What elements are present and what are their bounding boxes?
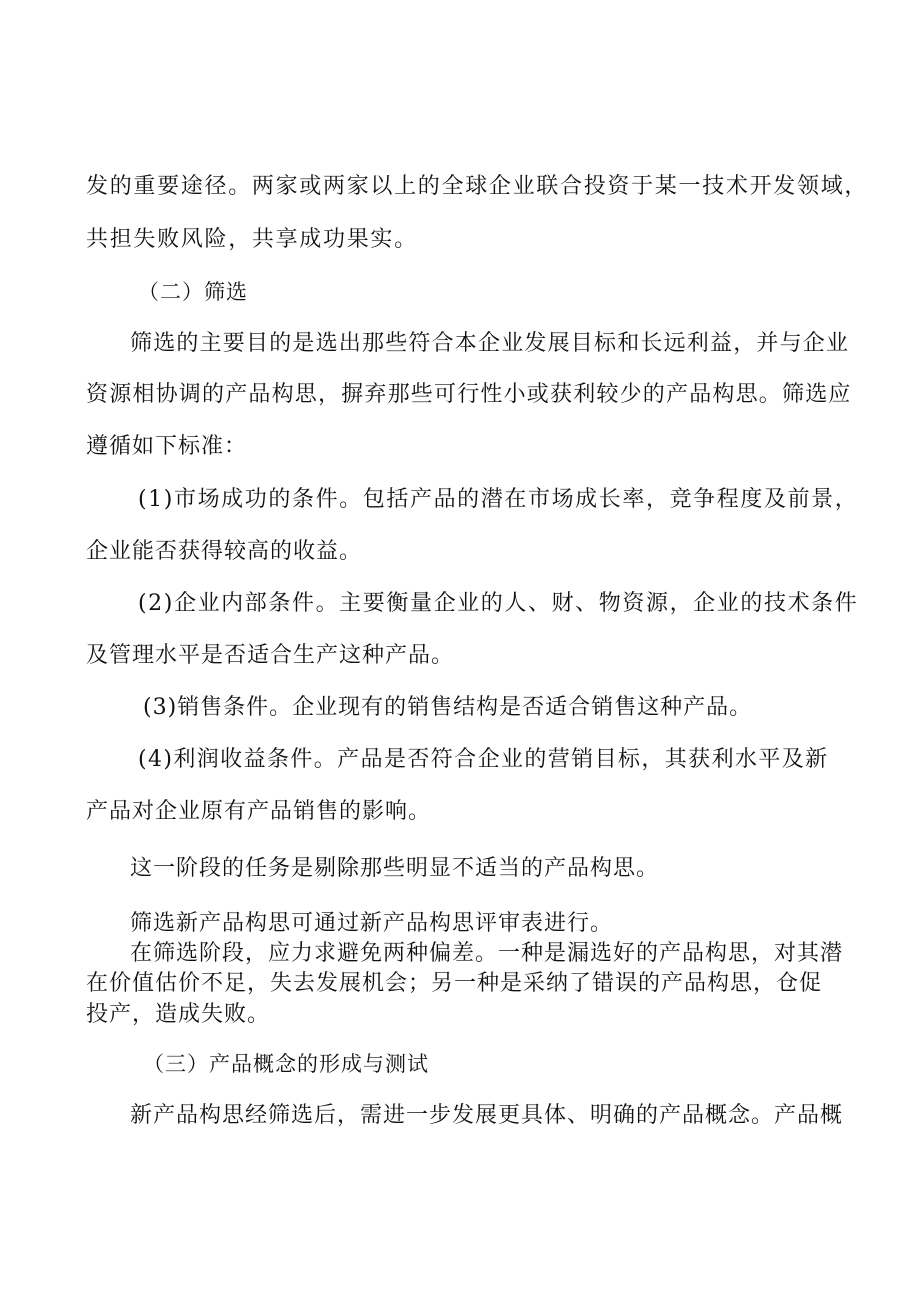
- criteria-line: 及管理水平是否适合生产这种产品。: [86, 643, 455, 668]
- paragraph-line: 发的重要途径。两家或两家以上的全球企业联合投资于某一技术开发领域，: [86, 174, 869, 199]
- criteria-line: 企业能否获得较高的收益。: [86, 539, 363, 564]
- paragraph-line: 新产品构思经筛选后，需进一步发展更具体、明确的产品概念。产品概: [130, 1103, 844, 1128]
- criteria-line: 产品对企业原有产品销售的影响。: [86, 799, 432, 824]
- paragraph-line: 筛选新产品构思可通过新产品构思评审表进行。: [130, 911, 614, 936]
- paragraph-line: 资源相协调的产品构思，摒弃那些可行性小或获利较少的产品构思。筛选应: [86, 382, 852, 407]
- criteria-line: (4)利润收益条件。产品是否符合企业的营销目标，其获利水平及新: [138, 747, 829, 772]
- paragraph-line: 在筛选阶段，应力求避免两种偏差。一种是漏选好的产品构思，对其潜: [130, 941, 844, 966]
- paragraph-line: 筛选的主要目的是选出那些符合本企业发展目标和长远利益，并与企业: [130, 331, 850, 356]
- paragraph-line: 遵循如下标准：: [86, 434, 248, 459]
- paragraph-line: 这一阶段的任务是剔除那些明显不适当的产品构思。: [130, 856, 660, 881]
- section-heading: （三）产品概念的形成与测试: [143, 1052, 429, 1076]
- paragraph-line: 共担失败风险，共享成功果实。: [86, 227, 418, 252]
- criteria-line: (3)销售条件。企业现有的销售结构是否适合销售这种产品。: [143, 695, 753, 720]
- criteria-line: (2)企业内部条件。主要衡量企业的人、财、物资源，企业的技术条件: [138, 591, 859, 616]
- paragraph-line: 投产，造成失败。: [86, 1002, 271, 1027]
- paragraph-line: 在价值估价不足，失去发展机会；另一种是采纳了错误的产品构思，仓促: [86, 971, 823, 996]
- section-heading: （二）筛选: [138, 280, 248, 304]
- criteria-line: (1)市场成功的条件。包括产品的潜在市场成长率，竞争程度及前景，: [138, 487, 859, 512]
